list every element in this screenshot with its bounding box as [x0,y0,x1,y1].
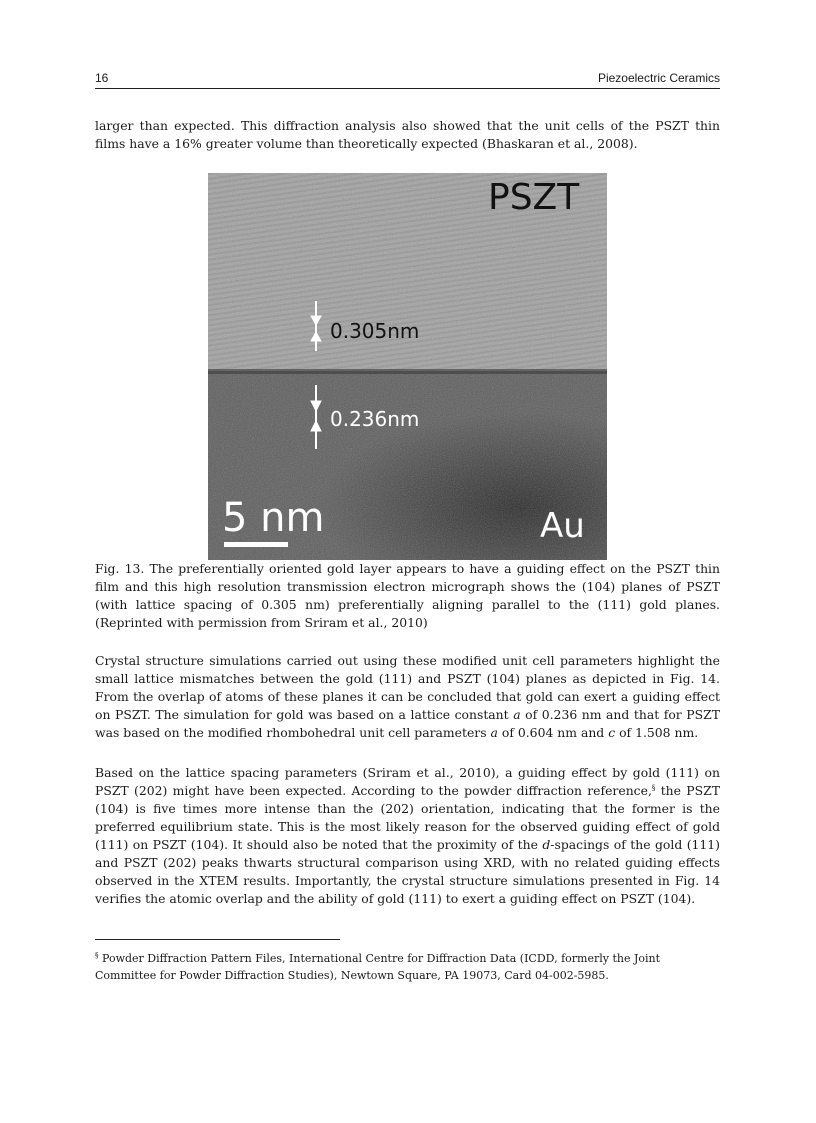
footnote: § Powder Diffraction Pattern Files, International Centre for Diffraction Data (ICDD, formerly the Joint Committee for Powder Diffraction Studies), Newtown Square, PA 19073, Card 04-002-5985. [95,951,661,982]
tem-micrograph [208,173,607,560]
scale-bar [224,542,288,547]
lower-spacing-label: 0.236nm [330,407,420,431]
paragraph-2: Crystal structure simulations carried out using these modified unit cell parameters highlight the small lattice mismatches between the gold (111) and PSZT (104) planes as depicted in Fig. 14. From the overlap of atoms of these planes it can be concluded that gold can exert a guiding effect on PSZT. The simulation for gold was based on a lattice constant a of 0.236 nm and that for PSZT was based on the modified rhombohedral unit cell parameters a of 0.604 nm and c of 1.508 nm. [95,653,720,740]
page-number: 16 [95,71,109,85]
footnote-reference[interactable]: § [651,783,656,792]
au-label: Au [540,506,585,546]
scale-bar-label: 5 nm [222,495,325,541]
upper-spacing-label: 0.305nm [330,319,420,343]
tem-micrograph-figure [208,173,607,560]
interface-line [208,369,607,374]
intro-paragraph: larger than expected. This diffraction analysis also showed that the unit cells of the PSZT thin films have a 16% greater volume than theoretically expected (Bhaskaran et al., 2008). [95,118,720,151]
figure-caption: Fig. 13. The preferentially oriented gold layer appears to have a guiding effect on the PSZT thin film and this high resolution transmission electron micrograph shows the (104) planes of PSZT (with lattice spacing of 0.305 nm) preferentially aligning parallel to the (111) gold planes. (Reprinted with permission from Sriram et al., 2010) [95,561,720,630]
paragraph-3: Based on the lattice spacing parameters (Sriram et al., 2010), a guiding effect by gold (111) on PSZT (202) might have been expected. According to the powder diffraction reference,§ the PSZT (104) is five times more intense than the (202) orientation, indicating that the former is the preferred equilibrium state. This is the most likely reason for the observed guiding effect of gold (111) on PSZT (104). It should also be noted that the proximity of the d-spacings of the gold (111) and PSZT (202) peaks thwarts structural comparison using XRD, with no related guiding effects observed in the XTEM results. Importantly, the crystal structure simulations presented in Fig. 14 verifies the atomic overlap and the ability of gold (111) to exert a guiding effect on PSZT (104). [95,765,721,906]
running-title: Piezoelectric Ceramics [597,71,720,85]
footnote-mark: § [95,951,99,960]
pszt-label: PSZT [488,177,580,218]
running-header [95,71,720,89]
footnote-divider [95,939,340,940]
